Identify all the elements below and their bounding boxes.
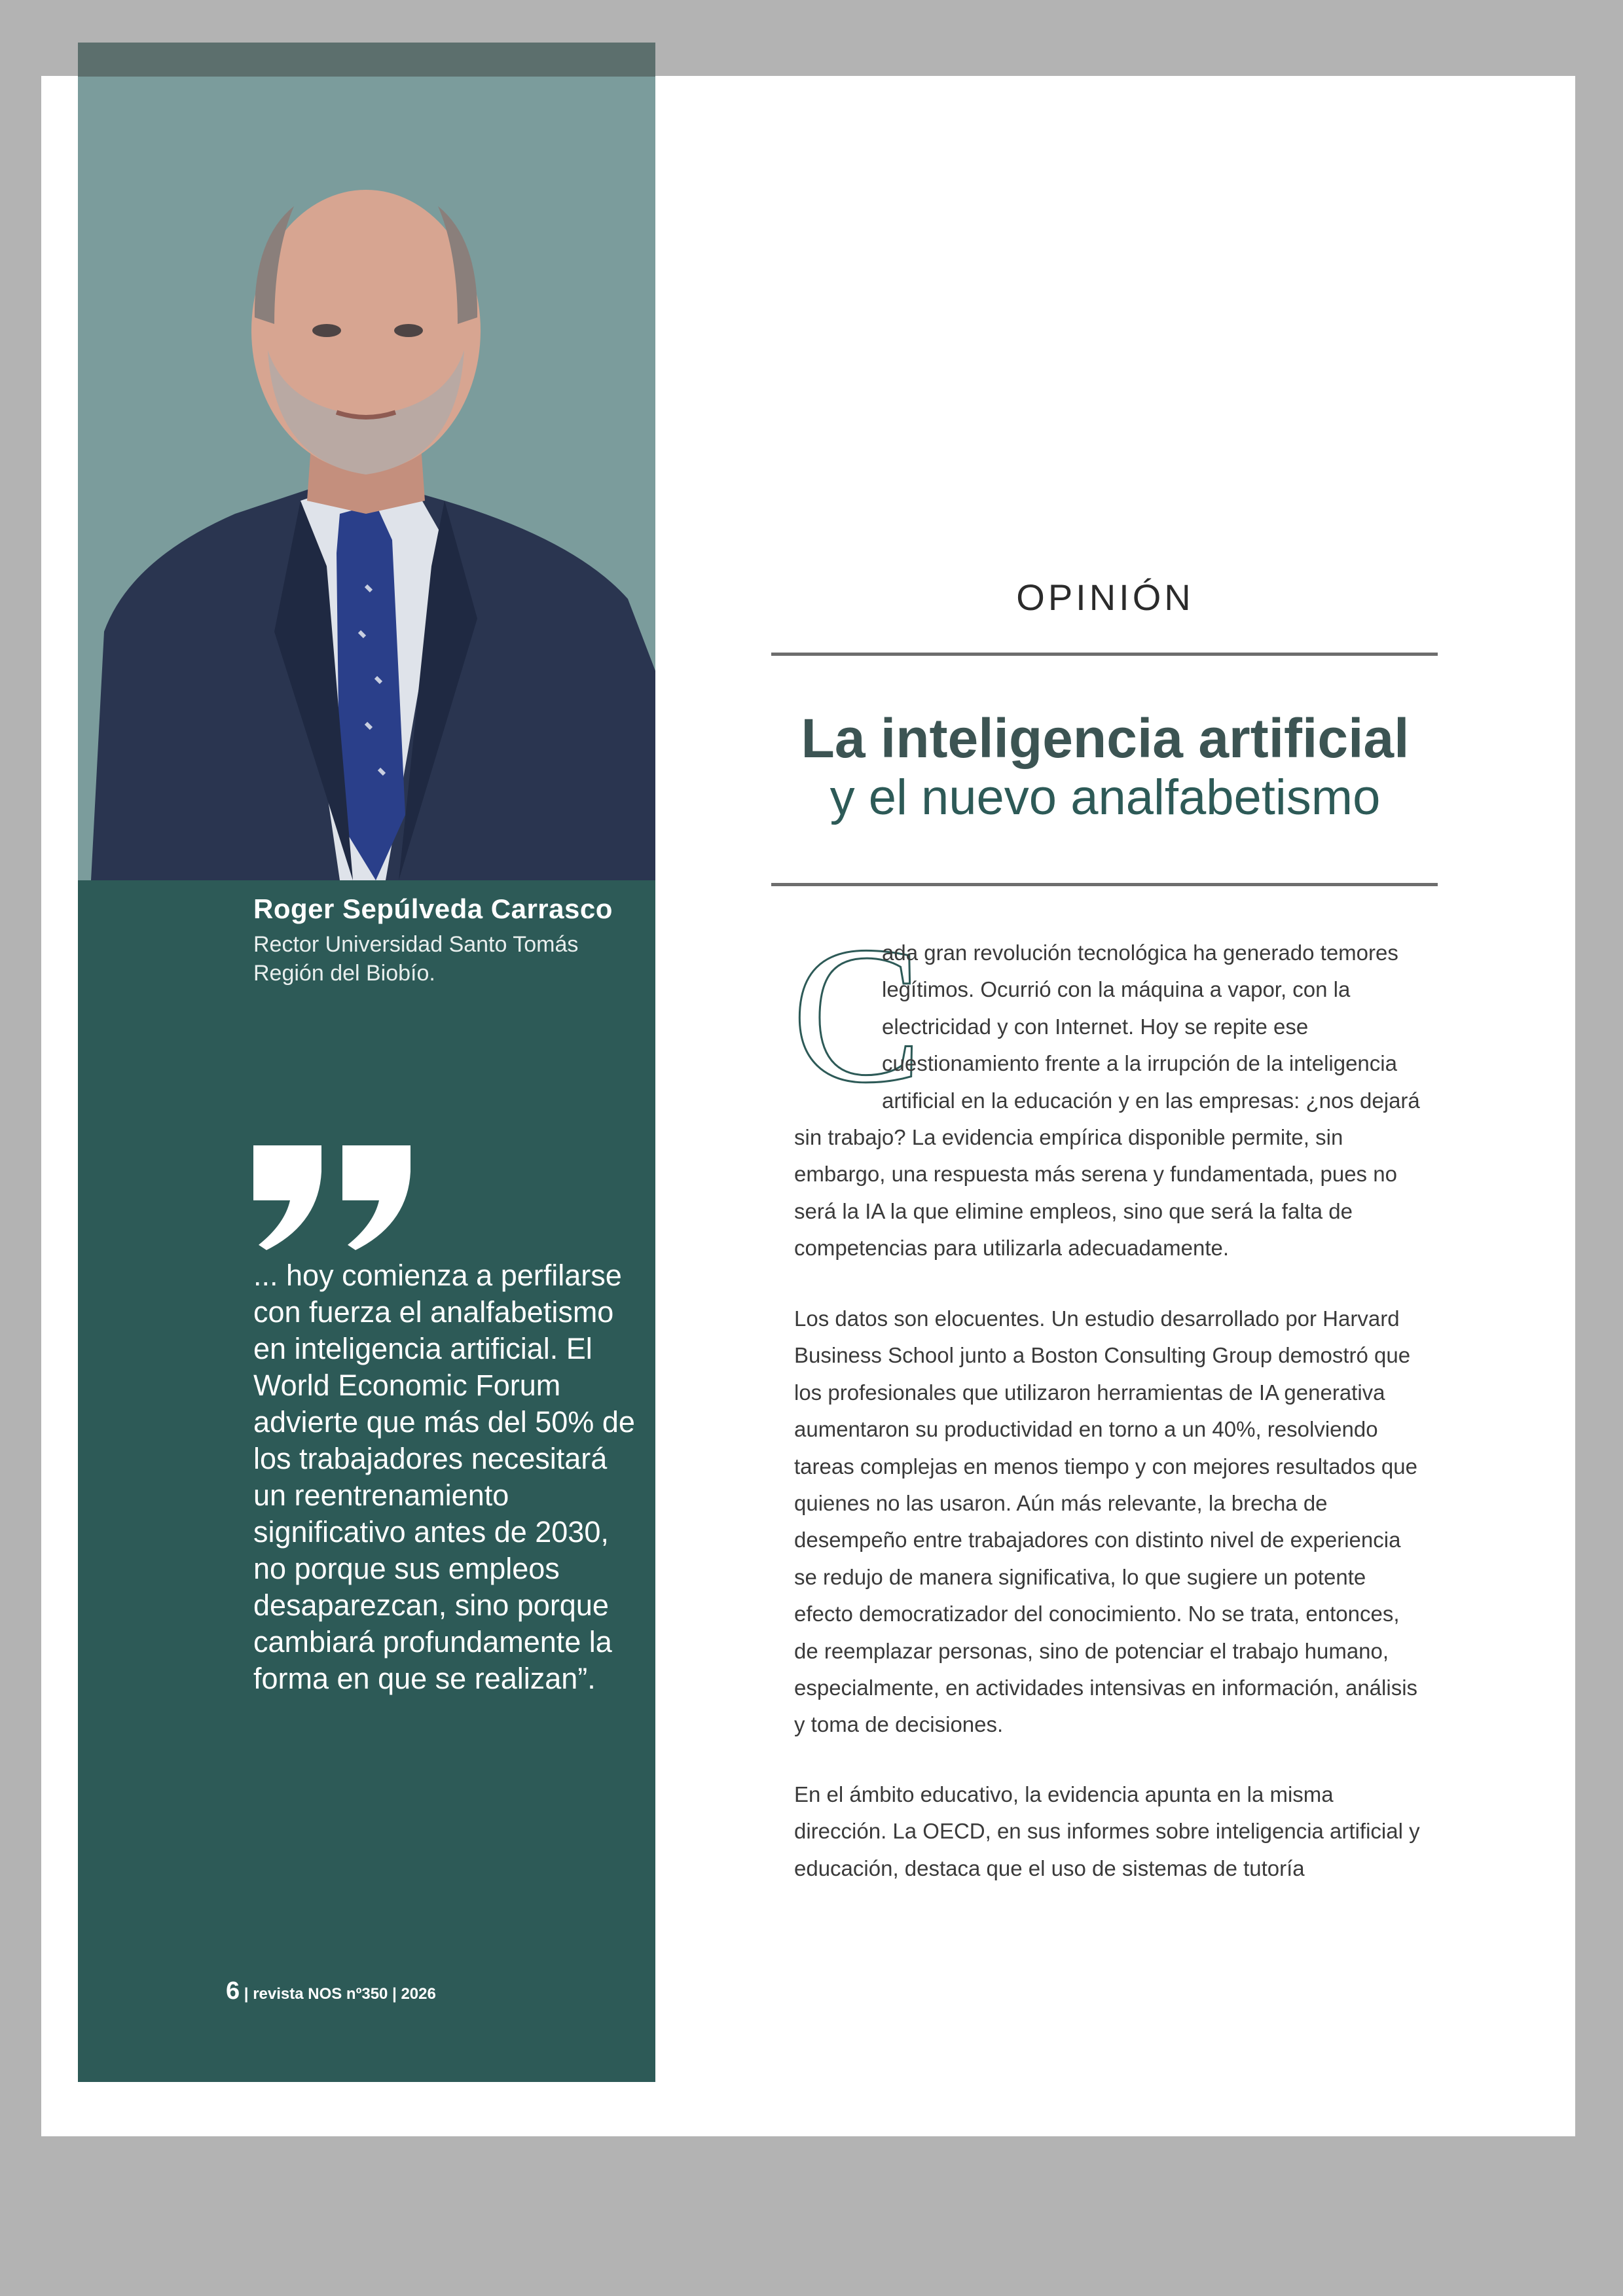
author-role-line: Región del Biobío. bbox=[253, 961, 435, 986]
page-folio bbox=[226, 1977, 436, 2005]
drop-cap: C bbox=[792, 906, 923, 1123]
headline-line-1: La inteligencia artificial bbox=[801, 708, 1410, 769]
article-paragraph bbox=[794, 1300, 1429, 1744]
paragraph-text: En el ámbito educativo, la evidencia apunta en la misma dirección. La OECD, en sus informes sobre inteligencia artificial y educación, destaca que el uso de sistemas de tutoría bbox=[794, 1782, 1420, 1880]
author-photo bbox=[78, 43, 655, 880]
paragraph-text: ada gran revolución tecnológica ha generado temores legítimos. Ocurrió con la máquina a vapor, con la electricidad y con Internet. Hoy se repite ese cuestionamiento frente a la irrupción de la inteligencia artificial en la educación y en las empresas: ¿nos dejará sin trabajo? La evidencia empírica disponible permite, sin embargo, una respuesta más serena y fundamentada, pues no será la IA la que elimine empleos, sino que será la falta de competencias para utilizarla adecuadamente. bbox=[794, 941, 1420, 1261]
headline-line-2: y el nuevo analfabetismo bbox=[830, 770, 1381, 825]
paragraph-text: Los datos son elocuentes. Un estudio desarrollado por Harvard Business School junto a Boston Consulting Group demostró que los profesionales que utilizaron herramientas de IA generativa aumentaron su productividad en torno a un 40%, resolviendo tareas complejas en menos tiempo y con mejores resultados que quienes no las usaron. Aún más relevante, la brecha de desempeño entre trabajadores con distinto nivel de experiencia se redujo de manera significativa, lo que sugiere un potente efecto democratizador del conocimiento. No se trata, entonces, de reemplazar personas, sino de potenciar el trabajo humano, especialmente, en actividades intensivas en información, análisis y toma de decisiones. bbox=[794, 1306, 1418, 1737]
section-label: OPINIÓN bbox=[1016, 577, 1194, 618]
pull-quote: ... hoy comienza a perfilarse con fuerza el analfabetismo en inteligencia artificial. El World Economic Forum advierte que más del 50% de los trabajadores necesitará un reentrenamiento significativo antes de 2030, no porque sus empleos desaparezcan, sino porque cambiará profundamente la forma en que se realizan”. bbox=[253, 1259, 635, 1695]
author-role-line: Rector Universidad Santo Tomás bbox=[253, 932, 579, 957]
article-headline bbox=[773, 707, 1438, 826]
top-divider bbox=[771, 653, 1438, 656]
author-sidebar bbox=[78, 43, 655, 2082]
page-number: 6 bbox=[226, 1977, 240, 2005]
author-name: Roger Sepúlveda Carrasco bbox=[253, 893, 613, 924]
quote-marks-icon bbox=[253, 1145, 410, 1250]
bottom-divider bbox=[771, 883, 1438, 886]
publication-info: | revista NOS nº350 | 2026 bbox=[240, 1985, 436, 2003]
author-portrait-image bbox=[78, 43, 655, 880]
article-paragraph bbox=[792, 906, 1429, 1267]
author-role bbox=[253, 930, 646, 988]
article-paragraph bbox=[794, 1776, 1429, 1887]
